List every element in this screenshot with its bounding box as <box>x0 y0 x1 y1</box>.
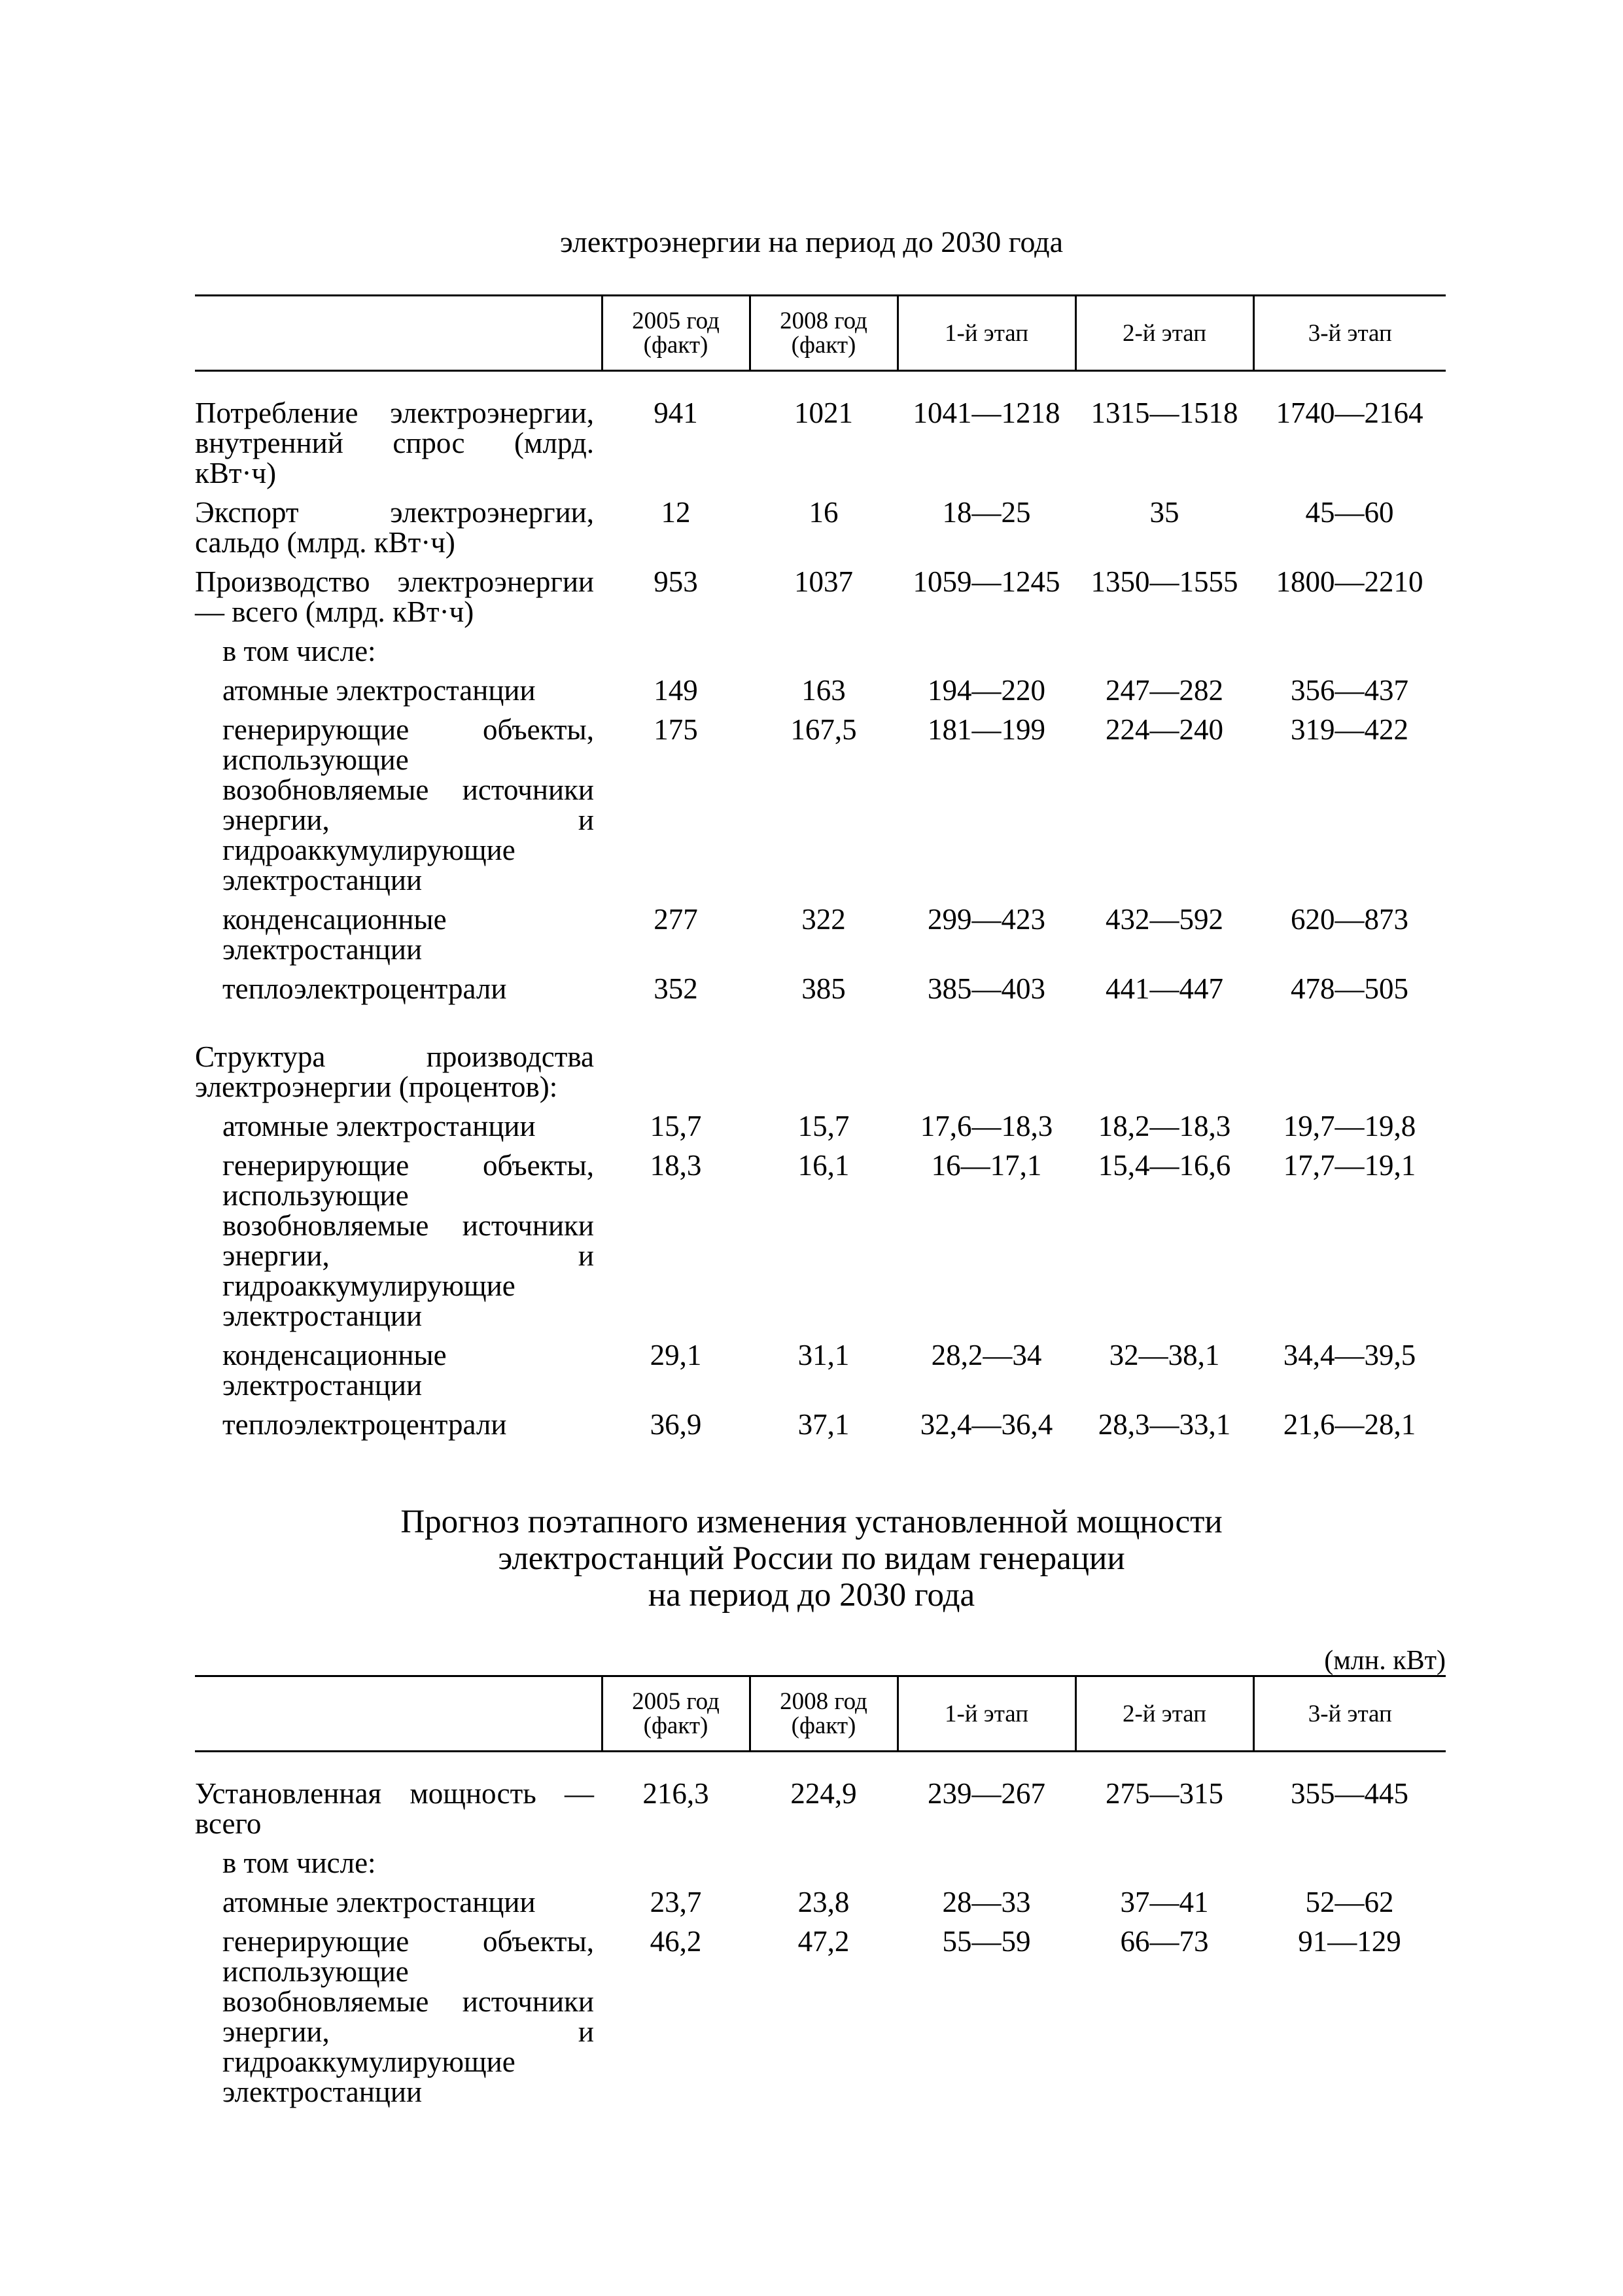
row-label: Производство электроэнергии — всего (млрд. кВт·ч) <box>195 565 594 628</box>
row-label: атомные электростанции <box>222 1886 536 1918</box>
row-value: 66—73 <box>1120 1925 1209 1958</box>
row-value: 17,6—18,3 <box>920 1110 1053 1142</box>
row-label: теплоэлектроцентрали <box>222 972 507 1005</box>
row-label: Установленная мощность — всего <box>195 1777 594 1840</box>
row-value <box>602 1013 750 1111</box>
row-value: 32—38,1 <box>1109 1339 1220 1371</box>
hdr2-2005: 2005 год (факт) <box>632 1688 720 1739</box>
row-value: 12 <box>661 496 691 529</box>
table-row <box>195 675 1446 715</box>
row-value: 319—422 <box>1291 713 1408 746</box>
hdr2-2008: 2008 год (факт) <box>780 1688 867 1739</box>
row-value: 15,7 <box>797 1110 850 1142</box>
row-value: 52—62 <box>1305 1886 1394 1918</box>
row-value: 16,1 <box>797 1149 850 1182</box>
table2-units: (млн. кВт) <box>1324 1646 1446 1676</box>
row-value: 247—282 <box>1106 674 1223 707</box>
row-value: 441—447 <box>1106 972 1223 1005</box>
row-value <box>750 1013 898 1111</box>
row-value <box>1075 636 1253 675</box>
row-value <box>1075 1013 1253 1111</box>
row-value: 31,1 <box>797 1339 850 1371</box>
row-label: атомные электростанции <box>222 1110 536 1142</box>
row-value: 47,2 <box>797 1925 850 1958</box>
row-label: атомные электростанции <box>222 674 536 707</box>
row-value: 163 <box>801 674 846 707</box>
row-value: 28,3—33,1 <box>1098 1408 1231 1441</box>
row-value: 37—41 <box>1120 1886 1209 1918</box>
table2-title <box>0 1504 1623 1614</box>
table-row <box>195 1887 1446 1926</box>
row-value: 322 <box>801 903 846 936</box>
row-value: 1021 <box>794 397 853 429</box>
table1-header-2008 <box>750 296 898 371</box>
row-value: 1037 <box>794 565 853 598</box>
table2-header-label <box>195 1676 602 1752</box>
row-value: 23,8 <box>797 1886 850 1918</box>
row-value: 194—220 <box>928 674 1045 707</box>
table1-header-row <box>195 296 1446 371</box>
table-row <box>195 371 1446 498</box>
hdr-stage2: 2-й этап <box>1122 319 1207 347</box>
row-value <box>750 1848 898 1887</box>
row-value: 299—423 <box>928 903 1045 936</box>
table-row <box>195 636 1446 675</box>
table1-header-label <box>195 296 602 371</box>
table-row <box>195 715 1446 904</box>
row-value: 1041—1218 <box>913 397 1060 429</box>
hdr-stage1: 1-й этап <box>944 319 1029 347</box>
row-value: 275—315 <box>1106 1777 1223 1810</box>
hdr-2008: 2008 год (факт) <box>780 308 867 359</box>
row-value: 167,5 <box>790 713 857 746</box>
row-value: 224—240 <box>1106 713 1223 746</box>
table1-title-clipped <box>0 209 1623 258</box>
table2-header-2008 <box>750 1676 898 1752</box>
hdr2-stage3: 3-й этап <box>1308 1700 1392 1727</box>
row-value: 16—17,1 <box>931 1149 1042 1182</box>
table2 <box>195 1675 1446 2116</box>
row-value: 352 <box>654 972 698 1005</box>
table-row <box>195 1752 1446 1848</box>
row-value: 175 <box>654 713 698 746</box>
row-value: 1315—1518 <box>1091 397 1238 429</box>
row-value <box>602 1848 750 1887</box>
row-value: 1800—2210 <box>1276 565 1423 598</box>
row-value <box>898 636 1075 675</box>
row-value: 1059—1245 <box>913 565 1060 598</box>
table1-title-text: электроэнергии на период до 2030 года <box>559 225 1064 258</box>
row-value: 356—437 <box>1291 674 1408 707</box>
row-value: 18—25 <box>942 496 1031 529</box>
table2-clip <box>0 1675 1623 2108</box>
row-label: Потребление электроэнергии, внутренний спрос (млрд. кВт·ч) <box>195 397 594 489</box>
row-label: теплоэлектроцентрали <box>222 1408 507 1441</box>
row-value <box>1253 1013 1446 1111</box>
row-label: генерирующие объекты, использующие возобновляемые источники энергии, и гидроаккумулирующие электростанции <box>222 1925 594 2108</box>
row-value: 35 <box>1149 496 1179 529</box>
row-value: 239—267 <box>928 1777 1045 1810</box>
row-value: 941 <box>654 397 698 429</box>
row-value: 16 <box>809 496 839 529</box>
row-label: генерирующие объекты, использующие возобновляемые источники энергии, и гидроаккумулирующие электростанции <box>222 1149 594 1332</box>
row-value <box>898 1013 1075 1111</box>
row-label: Экспорт электроэнергии, сальдо (млрд. кВт·ч) <box>195 496 594 559</box>
row-value: 19,7—19,8 <box>1283 1110 1416 1142</box>
table-row <box>195 1409 1446 1449</box>
row-value: 23,7 <box>650 1886 702 1918</box>
table-row <box>195 1111 1446 1150</box>
row-value <box>898 1848 1075 1887</box>
table2-title-line-1: Прогноз поэтапного изменения установленной мощности <box>400 1504 1223 1540</box>
row-label: генерирующие объекты, использующие возобновляемые источники энергии, и гидроаккумулирующие электростанции <box>222 713 594 896</box>
row-value <box>750 636 898 675</box>
row-value: 32,4—36,4 <box>920 1408 1053 1441</box>
table2-header-2005 <box>602 1676 750 1752</box>
row-value: 18,3 <box>650 1149 702 1182</box>
row-value <box>602 636 750 675</box>
table-row <box>195 1013 1446 1111</box>
row-value: 21,6—28,1 <box>1283 1408 1416 1441</box>
table1-header-stage1 <box>898 296 1075 371</box>
row-value: 620—873 <box>1291 903 1408 936</box>
table1-header-stage2 <box>1075 296 1253 371</box>
row-value <box>1253 636 1446 675</box>
row-value: 37,1 <box>797 1408 850 1441</box>
row-value <box>1075 1848 1253 1887</box>
table1 <box>195 294 1446 1449</box>
table2-header-stage3 <box>1253 1676 1446 1752</box>
table-row <box>195 904 1446 974</box>
row-value: 28,2—34 <box>931 1339 1042 1371</box>
table2-title-line-2: электростанций России по видам генерации <box>498 1540 1125 1577</box>
row-label: Структура производства электроэнергии (процентов): <box>195 1040 594 1103</box>
row-value: 355—445 <box>1291 1777 1408 1810</box>
row-value: 277 <box>654 903 698 936</box>
table1-header-stage3 <box>1253 296 1446 371</box>
table-row <box>195 1340 1446 1409</box>
table2-header-stage1 <box>898 1676 1075 1752</box>
row-value: 45—60 <box>1305 496 1394 529</box>
row-value: 1350—1555 <box>1091 565 1238 598</box>
table-row <box>195 1848 1446 1887</box>
row-value: 1740—2164 <box>1276 397 1423 429</box>
table2-header-row <box>195 1676 1446 1752</box>
row-value: 181—199 <box>928 713 1045 746</box>
hdr2-stage2: 2-й этап <box>1122 1700 1207 1727</box>
row-value: 385 <box>801 972 846 1005</box>
row-label: конденсационные электростанции <box>222 903 447 966</box>
row-label: в том числе: <box>222 635 376 667</box>
row-value: 385—403 <box>928 972 1045 1005</box>
row-value: 149 <box>654 674 698 707</box>
table-row <box>195 567 1446 636</box>
row-value: 17,7—19,1 <box>1283 1149 1416 1182</box>
row-value: 15,4—16,6 <box>1098 1149 1231 1182</box>
row-label: конденсационные электростанции <box>222 1339 447 1402</box>
table-row <box>195 974 1446 1013</box>
table-row <box>195 497 1446 567</box>
row-value: 15,7 <box>650 1110 702 1142</box>
hdr-stage3: 3-й этап <box>1308 319 1392 347</box>
table2-title-line-3: на период до 2030 года <box>648 1577 975 1614</box>
row-value: 55—59 <box>942 1925 1031 1958</box>
row-value <box>1253 1848 1446 1887</box>
table-row <box>195 1926 1446 2116</box>
table-row <box>195 1150 1446 1340</box>
row-value: 36,9 <box>650 1408 702 1441</box>
row-value: 91—129 <box>1298 1925 1401 1958</box>
row-value: 34,4—39,5 <box>1283 1339 1416 1371</box>
hdr-2005: 2005 год (факт) <box>632 308 720 359</box>
row-value: 216,3 <box>642 1777 709 1810</box>
row-value: 29,1 <box>650 1339 702 1371</box>
table1-header-2005 <box>602 296 750 371</box>
row-value: 18,2—18,3 <box>1098 1110 1231 1142</box>
row-label: в том числе: <box>222 1846 376 1879</box>
row-value: 432—592 <box>1106 903 1223 936</box>
row-value: 953 <box>654 565 698 598</box>
hdr2-stage1: 1-й этап <box>944 1700 1029 1727</box>
table2-header-stage2 <box>1075 1676 1253 1752</box>
row-value: 478—505 <box>1291 972 1408 1005</box>
row-value: 28—33 <box>942 1886 1031 1918</box>
row-value: 46,2 <box>650 1925 702 1958</box>
row-value: 224,9 <box>790 1777 857 1810</box>
